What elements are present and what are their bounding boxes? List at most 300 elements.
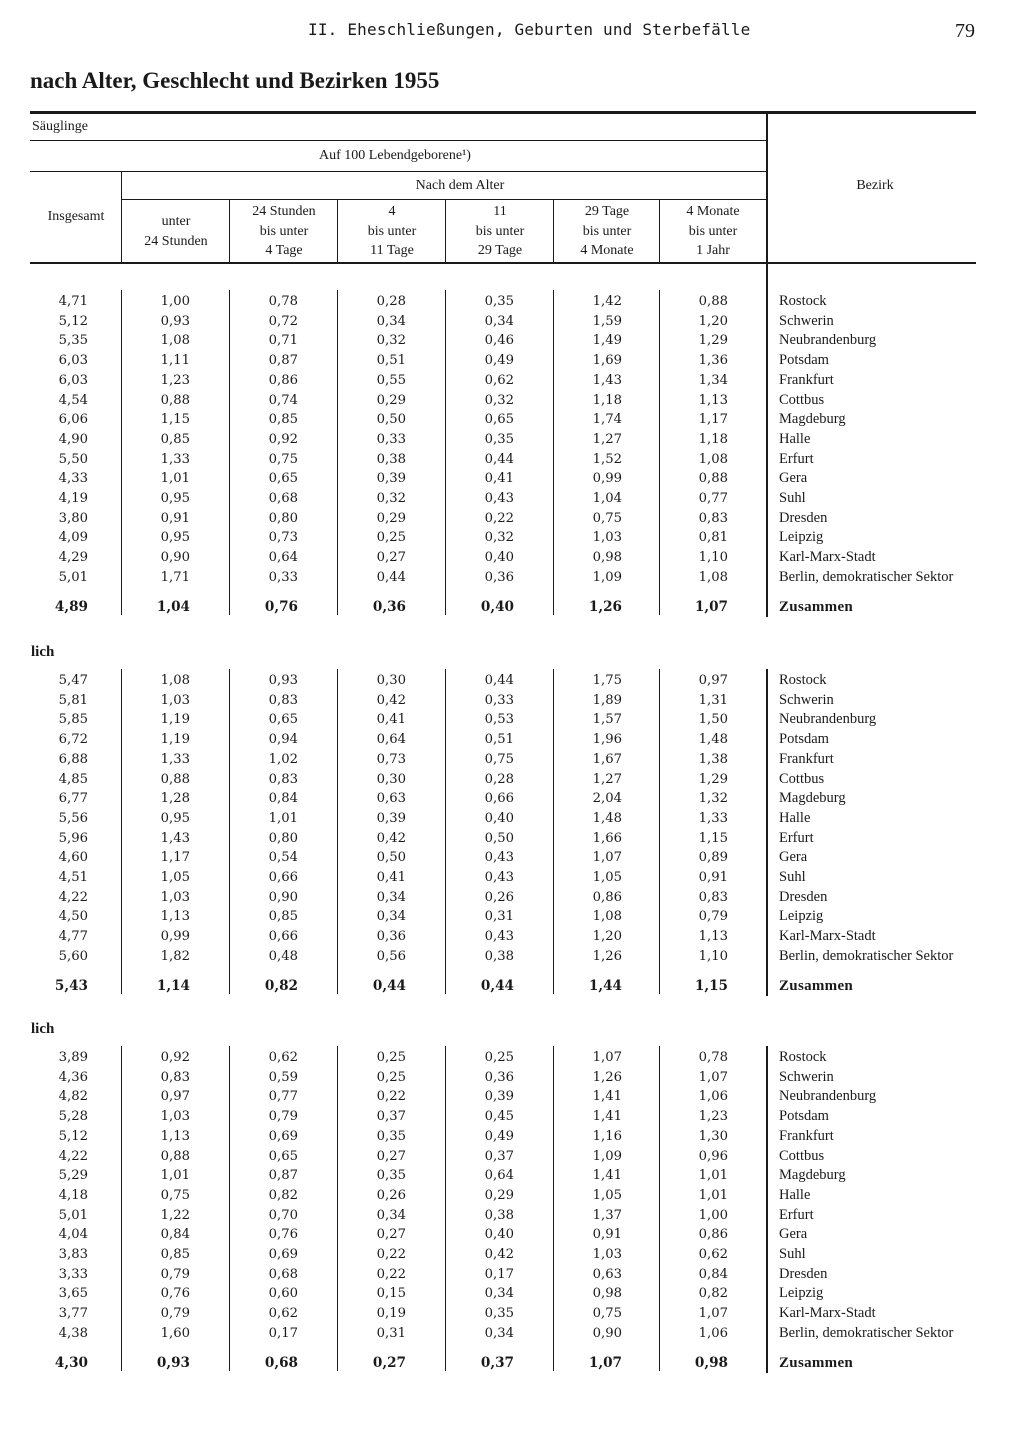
cell-insgesamt: 4,18 xyxy=(58,1187,88,1203)
cell-4m-1y: 1,48 xyxy=(698,732,728,748)
cell-4d-11d: 0,32 xyxy=(376,333,406,349)
table-row xyxy=(0,1107,1024,1127)
cell-29d-4m: 2,04 xyxy=(592,791,622,807)
cell-24h-4d: 0,62 xyxy=(268,1306,298,1322)
table-row xyxy=(0,430,1024,450)
column-divider xyxy=(659,669,660,994)
cell-24h-4d: 1,01 xyxy=(268,810,298,826)
cell-under-24h: 1,28 xyxy=(160,791,190,807)
cell-under-24h: 0,88 xyxy=(160,1148,190,1164)
cell-bezirk: Cottbus xyxy=(779,391,825,408)
table-row xyxy=(0,691,1024,711)
cell-11d-29d: 0,75 xyxy=(484,751,514,767)
cell-bezirk: Leipzig xyxy=(779,908,824,925)
cell-29d-4m: 0,75 xyxy=(592,1306,622,1322)
cell-bezirk: Rostock xyxy=(779,1049,827,1065)
table-row xyxy=(0,312,1024,332)
table-row xyxy=(0,789,1024,809)
cell-4m-1y: 0,89 xyxy=(698,850,728,866)
table-row xyxy=(0,1245,1024,1265)
total-label: Zusammen xyxy=(779,598,854,615)
cell-4d-11d: 0,22 xyxy=(376,1089,406,1105)
cell-4d-11d: 0,41 xyxy=(376,870,406,885)
cell-29d-4m: 1,66 xyxy=(592,830,622,846)
cell-11d-29d: 0,53 xyxy=(484,712,514,728)
cell-24h-4d: 0,76 xyxy=(268,1227,298,1243)
header-line: 4 xyxy=(388,204,396,219)
cell-insgesamt: 4,85 xyxy=(58,771,88,787)
cell-24h-4d: 0,68 xyxy=(264,1354,298,1371)
cell-4d-11d: 0,30 xyxy=(376,673,406,688)
cell-bezirk: Halle xyxy=(779,430,811,447)
cell-4m-1y: 0,83 xyxy=(698,510,728,526)
column-divider xyxy=(121,290,122,615)
table-row xyxy=(0,868,1024,888)
cell-4d-11d: 0,27 xyxy=(372,1354,406,1371)
cell-11d-29d: 0,62 xyxy=(484,372,514,388)
rule-under-sauglinge xyxy=(30,140,766,141)
table-row xyxy=(0,1324,1024,1344)
cell-29d-4m: 1,07 xyxy=(592,850,622,866)
table-row xyxy=(0,710,1024,730)
cell-bezirk: Dresden xyxy=(779,509,828,526)
cell-bezirk: Frankfurt xyxy=(779,371,834,388)
cell-4d-11d: 0,39 xyxy=(376,471,406,487)
cell-11d-29d: 0,66 xyxy=(484,791,514,807)
cell-insgesamt: 6,72 xyxy=(58,732,88,748)
cell-11d-29d: 0,43 xyxy=(484,929,514,945)
cell-4m-1y: 0,81 xyxy=(698,530,728,546)
cell-bezirk: Berlin, demokratischer Sektor xyxy=(779,947,954,964)
cell-24h-4d: 0,90 xyxy=(268,889,298,905)
cell-under-24h: 1,33 xyxy=(160,451,190,467)
cell-11d-29d: 0,43 xyxy=(484,850,514,866)
cell-29d-4m: 0,98 xyxy=(592,1286,622,1302)
table-row xyxy=(0,1147,1024,1167)
cell-29d-4m: 1,57 xyxy=(592,712,622,728)
cell-bezirk: Magdeburg xyxy=(779,1167,846,1184)
cell-insgesamt: 5,50 xyxy=(58,451,88,467)
cell-4d-11d: 0,29 xyxy=(376,392,406,408)
cell-under-24h: 0,85 xyxy=(160,1247,190,1262)
table-row xyxy=(0,528,1024,548)
cell-4d-11d: 0,27 xyxy=(376,1148,406,1164)
cell-bezirk: Magdeburg xyxy=(779,411,846,428)
cell-insgesamt: 6,03 xyxy=(58,372,88,388)
cell-under-24h: 1,08 xyxy=(160,673,190,688)
column-divider xyxy=(229,669,230,994)
cell-11d-29d: 0,42 xyxy=(484,1247,514,1262)
bezirk-divider xyxy=(766,264,768,617)
cell-11d-29d: 0,22 xyxy=(484,510,514,526)
cell-insgesamt: 5,28 xyxy=(58,1109,88,1125)
cell-under-24h: 1,33 xyxy=(160,751,190,767)
cell-24h-4d: 0,77 xyxy=(268,1089,298,1105)
header-col-4m-1y xyxy=(660,202,766,261)
cell-insgesamt: 3,77 xyxy=(58,1306,88,1322)
cell-24h-4d: 0,65 xyxy=(268,1148,298,1164)
cell-4d-11d: 0,44 xyxy=(372,977,406,994)
cell-29d-4m: 0,91 xyxy=(592,1227,622,1243)
cell-11d-29d: 0,31 xyxy=(484,909,514,925)
column-divider xyxy=(121,669,122,994)
cell-29d-4m: 1,43 xyxy=(592,372,622,388)
cell-11d-29d: 0,17 xyxy=(484,1266,514,1282)
cell-under-24h: 0,83 xyxy=(160,1069,190,1085)
cell-24h-4d: 0,64 xyxy=(268,550,298,566)
cell-under-24h: 0,88 xyxy=(160,392,190,408)
header-line: bis unter xyxy=(367,223,417,239)
header-divider xyxy=(553,199,554,263)
cell-29d-4m: 1,26 xyxy=(588,598,622,615)
cell-insgesamt: 4,82 xyxy=(58,1089,88,1105)
total-row xyxy=(0,1354,1024,1374)
cell-11d-29d: 0,40 xyxy=(480,598,514,615)
cell-4m-1y: 1,50 xyxy=(698,712,728,728)
cell-4m-1y: 1,34 xyxy=(698,372,728,388)
cell-bezirk: Schwerin xyxy=(779,1068,834,1085)
cell-11d-29d: 0,37 xyxy=(480,1354,514,1371)
cell-insgesamt: 4,22 xyxy=(58,889,88,905)
cell-4m-1y: 0,96 xyxy=(698,1148,728,1164)
column-divider xyxy=(337,290,338,615)
cell-4d-11d: 0,36 xyxy=(376,929,406,945)
cell-11d-29d: 0,34 xyxy=(484,1286,514,1302)
cell-4m-1y: 1,33 xyxy=(698,810,728,826)
header-line: 11 Tage xyxy=(370,243,414,258)
cell-11d-29d: 0,28 xyxy=(484,771,514,787)
header-line: 4 Tage xyxy=(265,243,303,258)
header-insgesamt: Insgesamt xyxy=(47,209,105,224)
cell-4m-1y: 1,29 xyxy=(698,333,728,349)
cell-4m-1y: 0,98 xyxy=(694,1354,728,1371)
cell-4d-11d: 0,33 xyxy=(376,431,406,447)
cell-29d-4m: 0,63 xyxy=(592,1266,622,1282)
cell-11d-29d: 0,43 xyxy=(484,491,514,506)
cell-under-24h: 1,15 xyxy=(160,412,190,428)
header-bezirk: Bezirk xyxy=(856,178,894,193)
cell-24h-4d: 0,75 xyxy=(268,451,298,467)
cell-11d-29d: 0,26 xyxy=(484,889,514,905)
cell-insgesamt: 6,88 xyxy=(58,751,88,767)
cell-under-24h: 0,95 xyxy=(160,491,190,506)
cell-4d-11d: 0,30 xyxy=(376,771,406,787)
cell-insgesamt: 5,01 xyxy=(58,1207,88,1223)
cell-4m-1y: 1,31 xyxy=(698,692,728,708)
cell-bezirk: Rostock xyxy=(779,672,827,688)
cell-4d-11d: 0,39 xyxy=(376,810,406,826)
cell-under-24h: 1,03 xyxy=(160,889,190,905)
cell-bezirk: Dresden xyxy=(779,888,828,905)
cell-24h-4d: 0,68 xyxy=(268,1266,298,1282)
cell-24h-4d: 0,94 xyxy=(268,732,298,748)
cell-24h-4d: 0,33 xyxy=(268,569,298,585)
header-divider xyxy=(337,199,338,263)
cell-insgesamt: 5,85 xyxy=(58,712,88,728)
column-divider xyxy=(229,1046,230,1371)
cell-4d-11d: 0,34 xyxy=(376,909,406,925)
cell-4m-1y: 1,10 xyxy=(698,948,728,964)
cell-24h-4d: 0,80 xyxy=(268,830,298,846)
cell-29d-4m: 1,52 xyxy=(592,451,622,467)
cell-11d-29d: 0,64 xyxy=(484,1168,514,1184)
table-row xyxy=(0,1068,1024,1088)
cell-24h-4d: 0,65 xyxy=(268,471,298,487)
cell-bezirk: Neubrandenburg xyxy=(779,332,877,349)
cell-bezirk: Berlin, demokratischer Sektor xyxy=(779,568,954,585)
cell-4d-11d: 0,25 xyxy=(376,530,406,546)
table-row xyxy=(0,1127,1024,1147)
header-col-24h-4d xyxy=(230,202,338,261)
cell-4m-1y: 0,79 xyxy=(698,909,728,925)
cell-24h-4d: 0,93 xyxy=(268,673,298,688)
cell-29d-4m: 1,41 xyxy=(592,1168,622,1184)
cell-4m-1y: 1,01 xyxy=(698,1168,728,1184)
cell-insgesamt: 5,01 xyxy=(58,569,88,585)
cell-29d-4m: 1,69 xyxy=(592,353,622,369)
cell-bezirk: Schwerin xyxy=(779,691,834,708)
cell-11d-29d: 0,39 xyxy=(484,1089,514,1105)
cell-bezirk: Erfurt xyxy=(779,1206,814,1223)
table-row xyxy=(0,888,1024,908)
cell-insgesamt: 5,56 xyxy=(58,810,88,826)
cell-4m-1y: 1,20 xyxy=(698,313,728,329)
cell-29d-4m: 0,90 xyxy=(592,1325,622,1341)
header-line: 11 xyxy=(493,204,507,219)
cell-4d-11d: 0,31 xyxy=(376,1325,406,1341)
header-line: 4 Monate xyxy=(580,243,634,258)
column-divider xyxy=(553,290,554,615)
cell-29d-4m: 1,41 xyxy=(592,1109,622,1125)
cell-insgesamt: 4,36 xyxy=(58,1069,88,1085)
column-divider xyxy=(445,290,446,615)
cell-24h-4d: 0,59 xyxy=(268,1069,298,1085)
cell-under-24h: 1,13 xyxy=(160,1128,190,1144)
cell-11d-29d: 0,35 xyxy=(484,431,514,447)
cell-under-24h: 1,01 xyxy=(160,471,190,487)
cell-under-24h: 0,93 xyxy=(156,1354,190,1371)
cell-11d-29d: 0,32 xyxy=(484,392,514,408)
table-row xyxy=(0,548,1024,568)
bezirk-divider xyxy=(766,112,768,263)
cell-insgesamt: 4,30 xyxy=(54,1354,88,1371)
cell-under-24h: 0,75 xyxy=(160,1187,190,1203)
cell-insgesamt: 4,38 xyxy=(58,1325,88,1341)
cell-29d-4m: 1,44 xyxy=(588,977,622,994)
table-row xyxy=(0,907,1024,927)
cell-insgesamt: 4,60 xyxy=(58,850,88,866)
cell-4m-1y: 1,01 xyxy=(698,1187,728,1203)
cell-4m-1y: 1,10 xyxy=(698,550,728,566)
cell-insgesamt: 4,33 xyxy=(58,471,88,487)
table-row xyxy=(0,391,1024,411)
cell-bezirk: Potsdam xyxy=(779,352,829,369)
cell-11d-29d: 0,32 xyxy=(484,530,514,546)
cell-11d-29d: 0,38 xyxy=(484,948,514,964)
cell-29d-4m: 1,03 xyxy=(592,1247,622,1262)
cell-24h-4d: 0,70 xyxy=(268,1207,298,1223)
cell-4m-1y: 0,62 xyxy=(698,1247,728,1262)
cell-4m-1y: 1,17 xyxy=(698,412,728,428)
rule-under-per-100 xyxy=(30,171,766,172)
cell-4d-11d: 0,15 xyxy=(376,1286,406,1302)
cell-bezirk: Magdeburg xyxy=(779,790,846,807)
cell-insgesamt: 5,35 xyxy=(58,333,88,349)
cell-11d-29d: 0,37 xyxy=(484,1148,514,1164)
cell-29d-4m: 1,26 xyxy=(592,948,622,964)
column-divider xyxy=(553,669,554,994)
cell-insgesamt: 4,09 xyxy=(58,530,88,546)
cell-11d-29d: 0,35 xyxy=(484,294,514,309)
header-line: 24 Stunden xyxy=(252,204,316,219)
cell-29d-4m: 1,49 xyxy=(592,333,622,349)
cell-4m-1y: 1,08 xyxy=(698,451,728,467)
cell-24h-4d: 0,83 xyxy=(268,692,298,708)
cell-29d-4m: 0,75 xyxy=(592,510,622,526)
cell-under-24h: 1,03 xyxy=(160,692,190,708)
cell-under-24h: 1,01 xyxy=(160,1168,190,1184)
cell-11d-29d: 0,44 xyxy=(484,451,514,467)
cell-11d-29d: 0,49 xyxy=(484,1128,514,1144)
header-col-4d-11d xyxy=(338,202,446,261)
cell-4m-1y: 0,88 xyxy=(698,294,728,309)
cell-11d-29d: 0,29 xyxy=(484,1187,514,1203)
cell-29d-4m: 1,27 xyxy=(592,431,622,447)
cell-29d-4m: 1,07 xyxy=(592,1050,622,1065)
cell-insgesamt: 3,33 xyxy=(58,1266,88,1282)
header-line: 1 Jahr xyxy=(696,243,730,258)
cell-bezirk: Frankfurt xyxy=(779,750,834,767)
cell-under-24h: 1,13 xyxy=(160,909,190,925)
table-row xyxy=(0,809,1024,829)
cell-24h-4d: 0,85 xyxy=(268,909,298,925)
cell-insgesamt: 4,77 xyxy=(58,929,88,945)
header-line: bis unter xyxy=(475,223,525,239)
cell-insgesamt: 4,29 xyxy=(58,550,88,566)
cell-11d-29d: 0,44 xyxy=(480,977,514,994)
cell-11d-29d: 0,41 xyxy=(484,471,514,487)
cell-24h-4d: 0,68 xyxy=(268,491,298,506)
cell-29d-4m: 1,09 xyxy=(592,1148,622,1164)
page-title: nach Alter, Geschlecht und Bezirken 1955 xyxy=(30,68,440,93)
cell-11d-29d: 0,25 xyxy=(484,1050,514,1065)
table-row xyxy=(0,1284,1024,1304)
cell-4d-11d: 0,41 xyxy=(376,712,406,728)
cell-11d-29d: 0,36 xyxy=(484,569,514,585)
cell-under-24h: 0,97 xyxy=(160,1089,190,1105)
header-by-age: Nach dem Alter xyxy=(415,178,505,193)
cell-insgesamt: 6,77 xyxy=(58,791,88,807)
cell-under-24h: 0,99 xyxy=(160,929,190,945)
cell-11d-29d: 0,35 xyxy=(484,1306,514,1322)
cell-4m-1y: 1,38 xyxy=(698,751,728,767)
total-row xyxy=(0,598,1024,618)
cell-24h-4d: 0,65 xyxy=(268,712,298,728)
cell-bezirk: Gera xyxy=(779,470,808,487)
cell-under-24h: 1,03 xyxy=(160,1109,190,1125)
cell-4d-11d: 0,73 xyxy=(376,751,406,767)
cell-insgesamt: 4,71 xyxy=(58,294,88,309)
cell-11d-29d: 0,51 xyxy=(484,732,514,748)
cell-11d-29d: 0,49 xyxy=(484,353,514,369)
cell-insgesamt: 4,89 xyxy=(54,598,88,615)
cell-24h-4d: 0,92 xyxy=(268,431,298,447)
cell-insgesamt: 4,51 xyxy=(58,870,88,885)
table-row xyxy=(0,292,1024,312)
cell-29d-4m: 0,86 xyxy=(592,889,622,905)
cell-24h-4d: 0,71 xyxy=(268,333,298,349)
cell-insgesamt: 4,54 xyxy=(58,392,88,408)
table-row xyxy=(0,730,1024,750)
cell-29d-4m: 0,98 xyxy=(592,550,622,566)
table-row xyxy=(0,469,1024,489)
cell-under-24h: 1,00 xyxy=(160,294,190,309)
cell-under-24h: 1,19 xyxy=(160,712,190,728)
cell-under-24h: 1,43 xyxy=(160,830,190,846)
cell-bezirk: Dresden xyxy=(779,1265,828,1282)
cell-29d-4m: 1,74 xyxy=(592,412,622,428)
cell-29d-4m: 1,16 xyxy=(592,1128,622,1144)
cell-24h-4d: 0,48 xyxy=(268,948,298,964)
cell-under-24h: 0,88 xyxy=(160,771,190,787)
column-divider xyxy=(445,669,446,994)
cell-4d-11d: 0,51 xyxy=(376,353,406,369)
cell-bezirk: Berlin, demokratischer Sektor xyxy=(779,1324,954,1341)
cell-11d-29d: 0,38 xyxy=(484,1207,514,1223)
cell-insgesamt: 3,80 xyxy=(58,510,88,526)
cell-4m-1y: 1,13 xyxy=(698,392,728,408)
section-label: lich xyxy=(31,644,55,660)
cell-29d-4m: 1,89 xyxy=(592,692,622,708)
cell-29d-4m: 1,04 xyxy=(592,491,622,506)
table-row xyxy=(0,1225,1024,1245)
cell-29d-4m: 1,96 xyxy=(592,732,622,748)
column-divider xyxy=(229,290,230,615)
cell-24h-4d: 0,86 xyxy=(268,372,298,388)
cell-insgesamt: 3,89 xyxy=(58,1050,88,1065)
column-divider xyxy=(337,669,338,994)
cell-bezirk: Leipzig xyxy=(779,1285,824,1302)
header-line: unter xyxy=(161,214,191,229)
cell-under-24h: 0,95 xyxy=(160,810,190,826)
column-divider xyxy=(659,1046,660,1371)
cell-under-24h: 0,76 xyxy=(160,1286,190,1302)
cell-11d-29d: 0,43 xyxy=(484,870,514,885)
cell-4m-1y: 1,08 xyxy=(698,569,728,585)
header-divider xyxy=(229,199,230,263)
header-col-29d-4m xyxy=(554,202,660,261)
cell-29d-4m: 1,41 xyxy=(592,1089,622,1105)
cell-under-24h: 1,04 xyxy=(156,598,190,615)
cell-11d-29d: 0,40 xyxy=(484,1227,514,1243)
cell-29d-4m: 1,07 xyxy=(588,1354,622,1371)
header-line: 29 Tage xyxy=(477,243,523,258)
cell-4d-11d: 0,25 xyxy=(376,1050,406,1065)
cell-4d-11d: 0,55 xyxy=(376,372,406,388)
cell-24h-4d: 1,02 xyxy=(268,751,298,767)
table-row xyxy=(0,410,1024,430)
cell-24h-4d: 0,74 xyxy=(268,392,298,408)
cell-bezirk: Cottbus xyxy=(779,1147,825,1164)
cell-bezirk: Karl-Marx-Stadt xyxy=(779,928,876,945)
header-divider xyxy=(445,199,446,263)
cell-bezirk: Karl-Marx-Stadt xyxy=(779,549,876,566)
cell-under-24h: 0,79 xyxy=(160,1266,190,1282)
cell-29d-4m: 1,67 xyxy=(592,751,622,767)
cell-29d-4m: 1,20 xyxy=(592,929,622,945)
cell-11d-29d: 0,40 xyxy=(484,810,514,826)
cell-24h-4d: 0,82 xyxy=(268,1187,298,1203)
